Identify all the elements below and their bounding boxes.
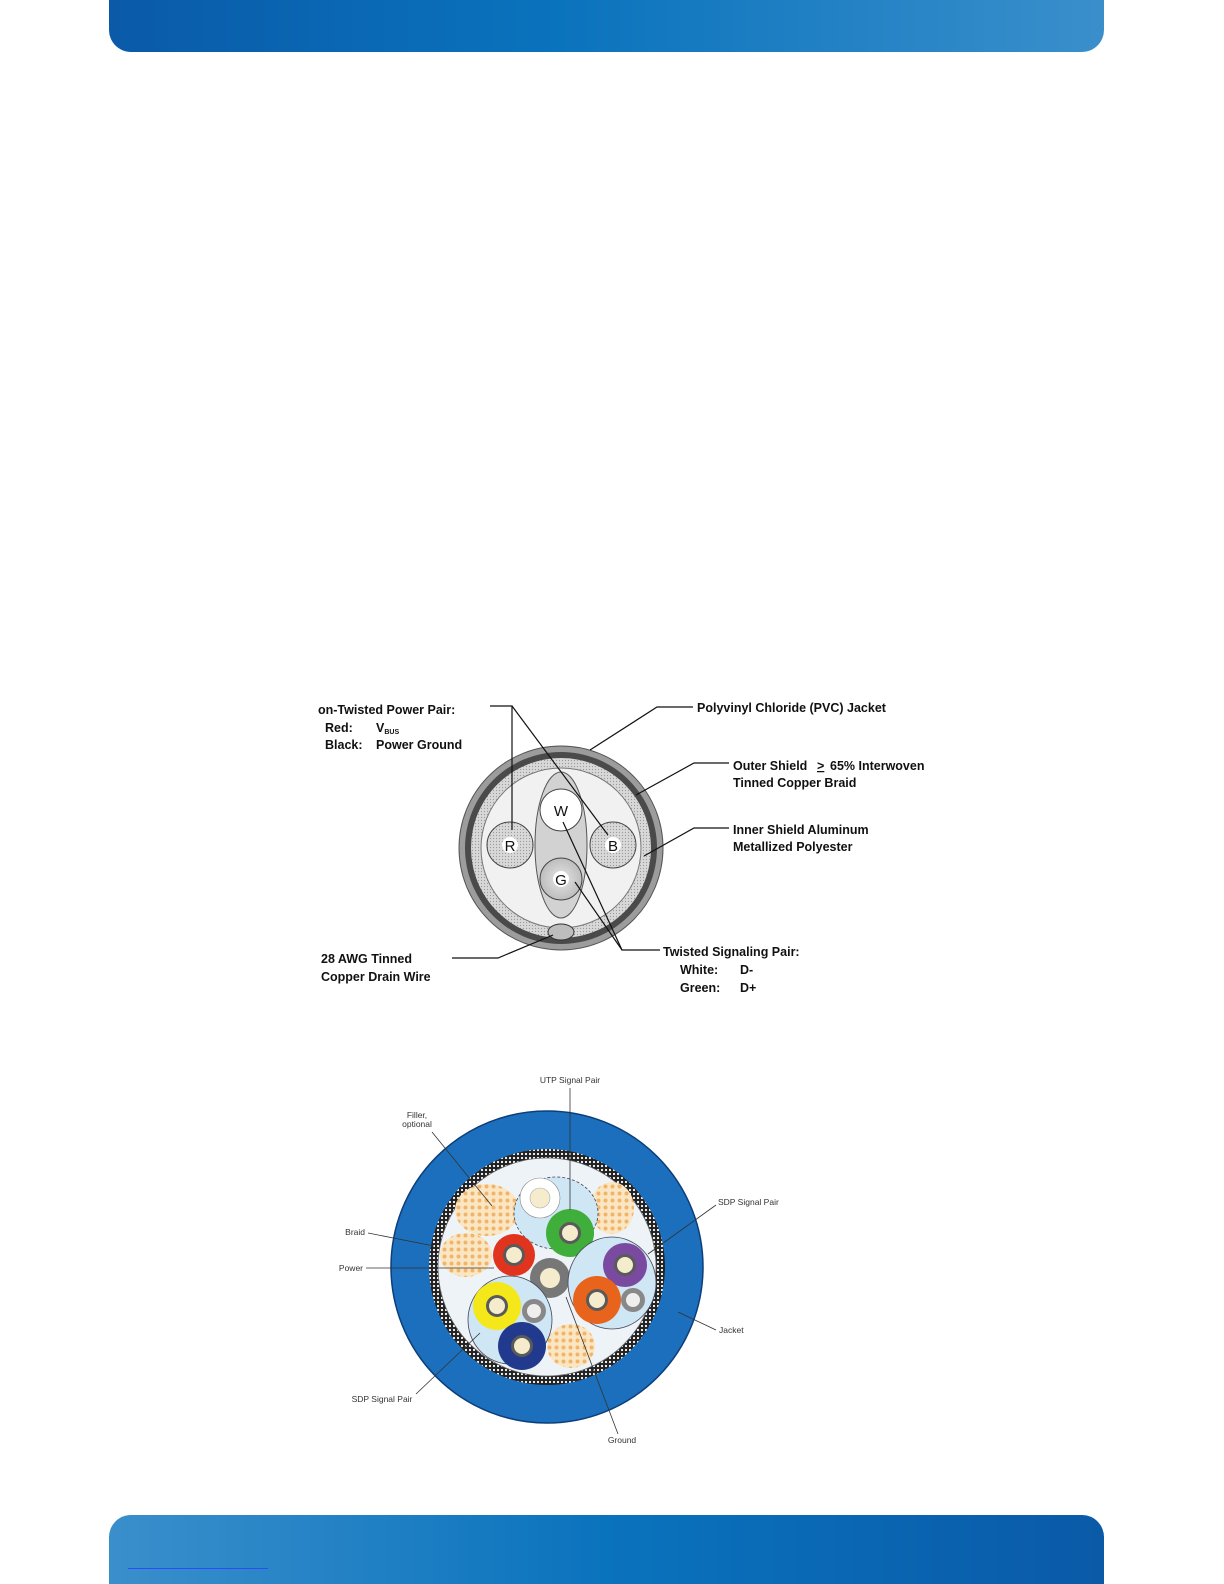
footer-bar (109, 1515, 1104, 1584)
outer-shield-text-b: > (817, 759, 825, 773)
signal-pair-label (663, 945, 800, 995)
drain-wire-text-2: Copper Drain Wire (321, 970, 431, 984)
utp-signal-pair-label: UTP Signal Pair (539, 1075, 601, 1085)
signal-pair-title: Twisted Signaling Pair: (663, 945, 800, 959)
outer-shield-text-c: 65% Interwoven (830, 759, 925, 773)
footer-link[interactable] (128, 1568, 268, 1569)
white-value: D- (740, 963, 754, 977)
red-value-sub: BUS (384, 729, 400, 736)
drain-wire-label (321, 952, 431, 984)
power-pair-label (318, 703, 462, 752)
green-value: D+ (740, 981, 757, 995)
black-value: Power Ground (376, 738, 463, 752)
outer-shield-text-2: Tinned Copper Braid (733, 776, 857, 790)
inner-shield-text-2: Metallized Polyester (733, 840, 853, 854)
inner-shield-text-1: Inner Shield Aluminum (733, 823, 869, 837)
wire-g-label: G (555, 872, 567, 889)
wire-w-label: W (553, 803, 569, 820)
drain-wire-text-1: 28 AWG Tinned (321, 952, 412, 966)
black-label: Black: (325, 738, 363, 752)
outer-shield-label (733, 759, 924, 790)
wire-b-label: B (607, 838, 619, 855)
power-pair-title: on-Twisted Power Pair: (318, 703, 456, 717)
wire-r-label: R (504, 838, 516, 855)
wire-r (487, 822, 533, 868)
wire-b (590, 822, 636, 868)
sdp-signal-pair-right-label: SDP Signal Pair (718, 1197, 779, 1207)
power-label: Power (338, 1263, 363, 1273)
filler-label-1: Filler, (406, 1110, 428, 1120)
wire-w (540, 789, 582, 831)
wire-g (540, 858, 582, 900)
jacket-label: Polyvinyl Chloride (PVC) Jacket (697, 701, 886, 715)
outer-shield-text-a: Outer Shield (733, 759, 808, 773)
white-label: White: (680, 963, 719, 977)
red-value (376, 721, 399, 736)
power-wire (493, 1234, 535, 1276)
ground-label: Ground (607, 1435, 637, 1445)
braid-label: Braid (345, 1227, 365, 1237)
sdp-pair-right (568, 1237, 656, 1329)
red-label: Red: (325, 721, 353, 735)
sdp-signal-pair-left-label: SDP Signal Pair (351, 1394, 413, 1404)
green-label: Green: (680, 981, 721, 995)
red-value-main: V (376, 721, 385, 735)
filler-label-2: optional (402, 1119, 432, 1129)
inner-shield-label (733, 823, 869, 854)
usb3-jacket-label: Jacket (719, 1325, 744, 1335)
